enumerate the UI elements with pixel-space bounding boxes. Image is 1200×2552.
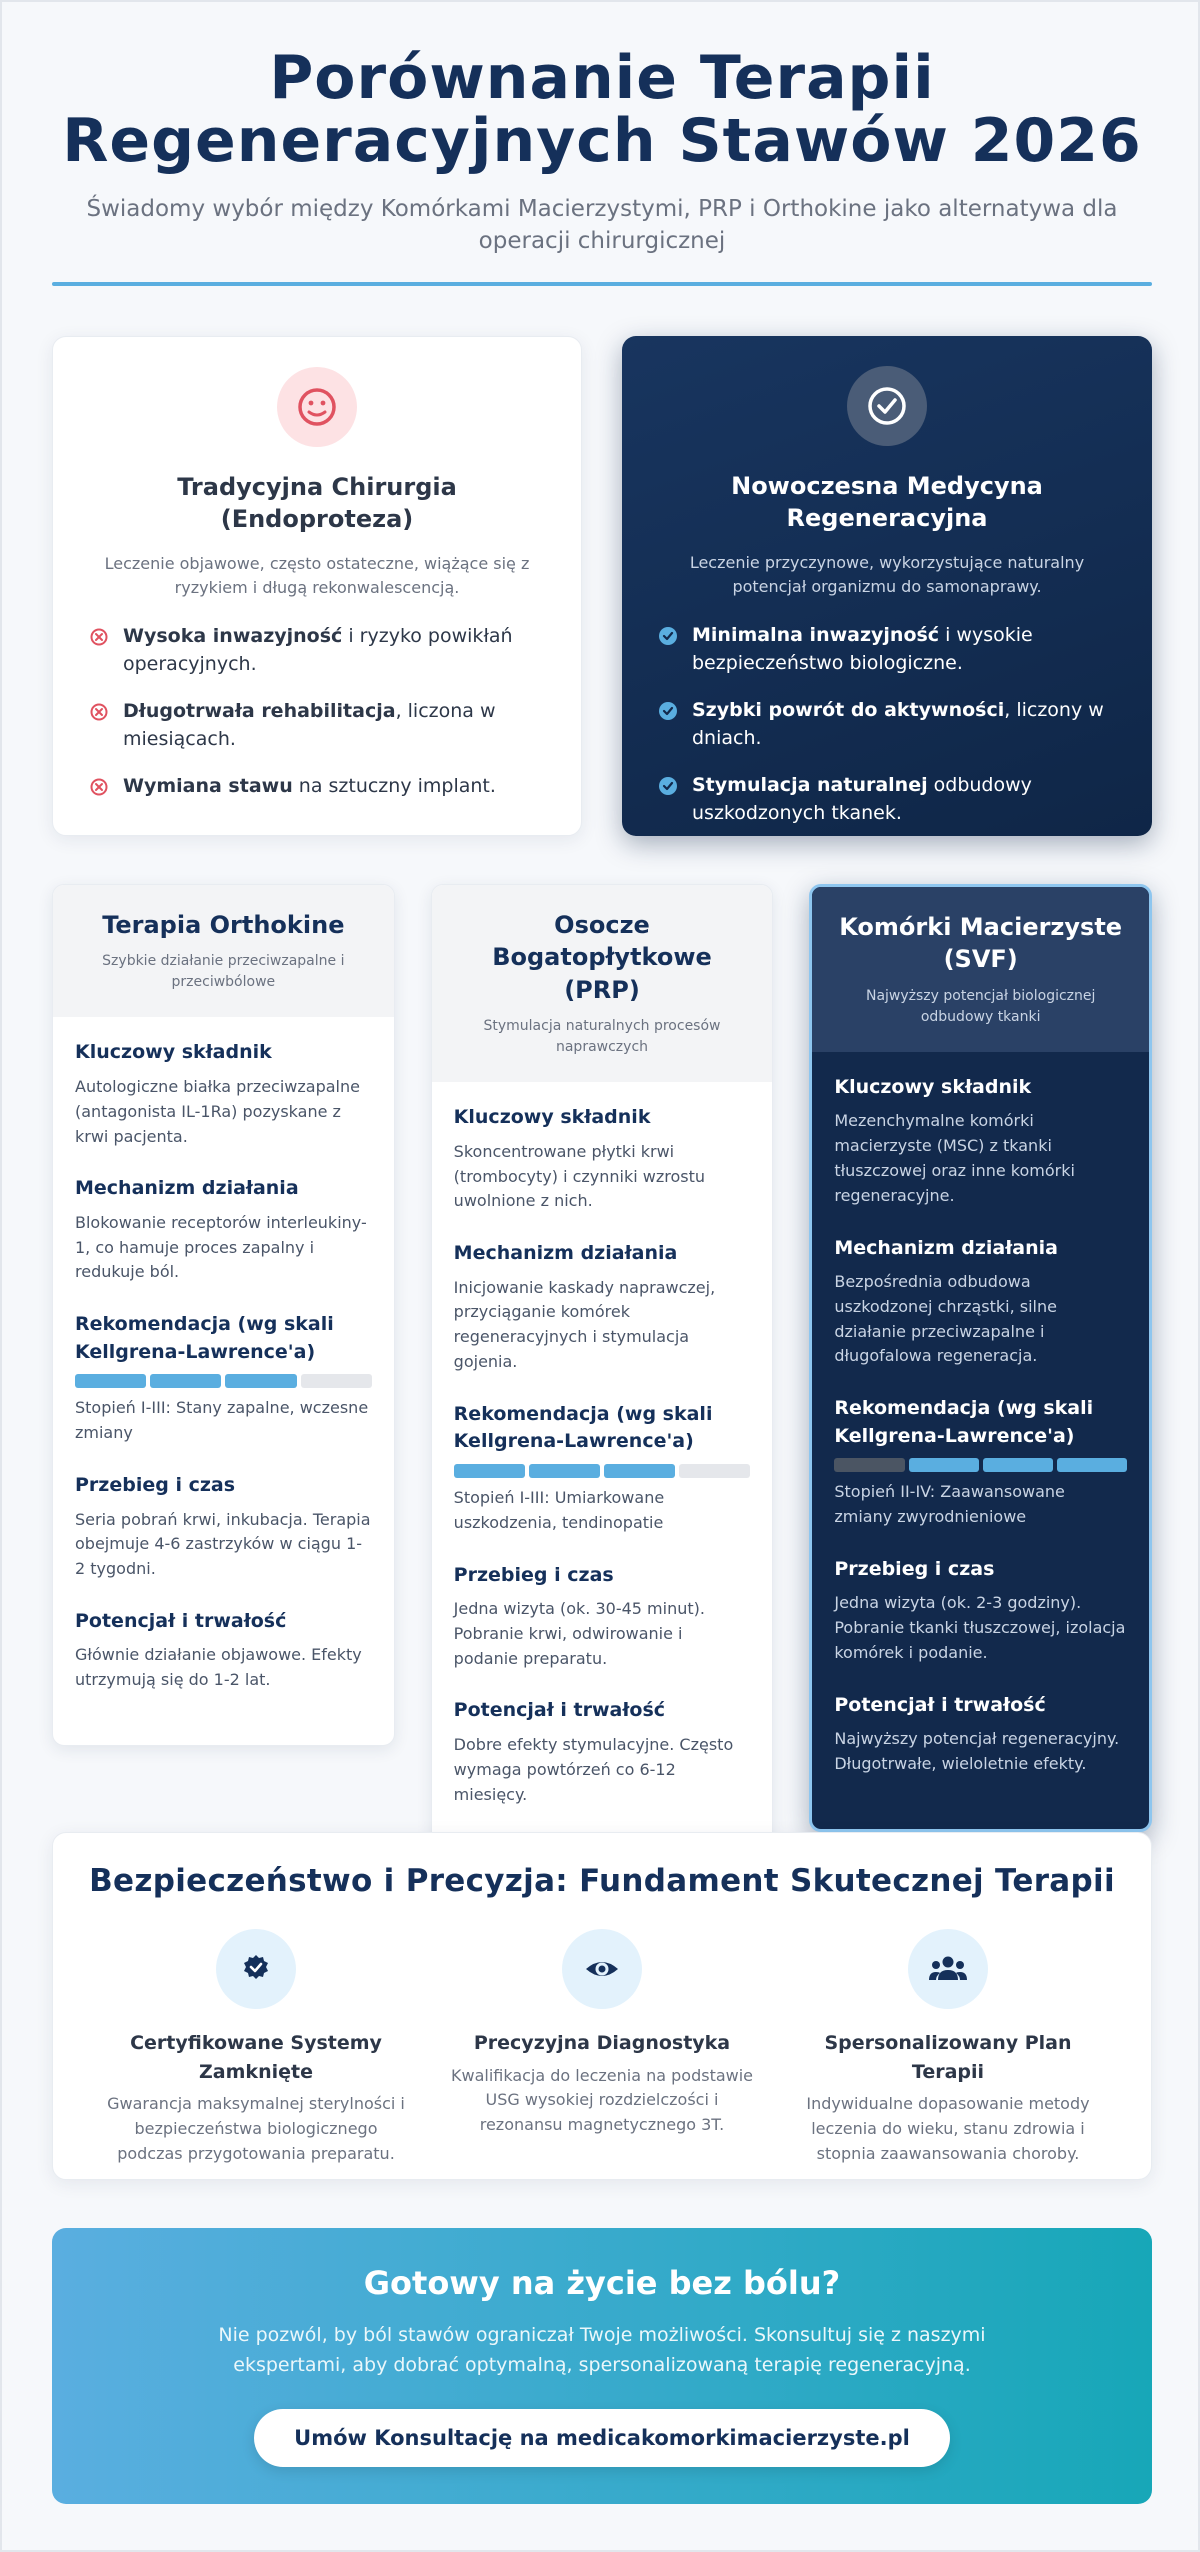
kl-scale-bar: [75, 1374, 372, 1388]
feature-text: Indywidualne dopasowanie metody leczenia do wieku, stanu zdrowia i stopnia zaawansowania choroby.: [806, 2094, 1090, 2163]
cta-text: Nie pozwól, by ból stawów ograniczał Twoje możliwości. Skonsultuj się z naszymi ekspertami, aby dobrać optymalną, spersonalizowaną terapię regeneracyjną.: [218, 2324, 986, 2377]
section-title: Potencjał i trwałość: [834, 1693, 1046, 1716]
section-text: Blokowanie receptorów interleukiny-1, co hamuje proces zapalny i redukuje ból.: [75, 1212, 367, 1282]
safety-section: [52, 1832, 1152, 2180]
section-title: Rekomendacja (wg skali Kellgrena-Lawrence'a): [834, 1397, 1094, 1447]
potential-section: [834, 1692, 1127, 1777]
list-item: [658, 771, 1116, 828]
therapy-card-stem-cells: [809, 884, 1152, 1832]
therapy-card-header: [812, 887, 1149, 1052]
modern-title: Nowoczesna Medycyna Regeneracyjna: [731, 472, 1043, 533]
kl-scale-bar: [454, 1464, 751, 1478]
modern-medicine-card: [622, 336, 1152, 836]
list-item: [89, 622, 545, 679]
kl-segment: [301, 1374, 372, 1388]
therapies-section: [52, 884, 1152, 1860]
x-circle-icon: [89, 627, 109, 647]
recommendation-section: [834, 1395, 1127, 1530]
page-subtitle: Świadomy wybór między Komórkami Macierzystymi, PRP i Orthokine jako alternatywa dla operacji chirurgicznej: [86, 196, 1118, 255]
feature-title: Spersonalizowany Plan Terapii: [824, 2032, 1072, 2083]
section-text: Inicjowanie kaskady naprawczej, przyciąganie komórek regeneracyjnych i stymulacja gojenia.: [453, 1277, 716, 1372]
potential-section: [454, 1697, 751, 1807]
section-title: Potencjał i trwałość: [453, 1699, 666, 1722]
section-title: Potencjał i trwałość: [75, 1609, 287, 1632]
section-text: Skoncentrowane płytki krwi (trombocyty) i czynniki wzrostu uwolnione z nich.: [453, 1141, 706, 1211]
kl-segment: [983, 1458, 1053, 1472]
sad-face-icon: [277, 367, 357, 447]
section-title: Przebieg i czas: [834, 1557, 995, 1580]
section-text: Bezpośrednia odbudowa uszkodzonej chrząstki, silne działanie przeciwzapalne i długofalowa regeneracja.: [834, 1272, 1057, 1366]
traditional-title: Tradycyjna Chirurgia (Endoproteza): [177, 473, 457, 534]
kl-segment: [909, 1458, 979, 1472]
kl-segment: [1057, 1458, 1127, 1472]
eye-icon: [562, 1929, 642, 2009]
cta-title: Gotowy na życie bez bólu?: [363, 2264, 841, 2302]
feature-text: Kwalifikacja do leczenia na podstawie USG wysokiej rozdzielczości i rezonansu magnetycznego 3T.: [450, 2065, 754, 2135]
kl-segment: [604, 1464, 675, 1478]
section-text: Mezenchymalne komórki macierzyste (MSC) z tkanki tłuszczowej oraz inne komórki regeneracyjne.: [834, 1111, 1075, 1205]
kl-segment: [834, 1458, 904, 1472]
list-item-bold: Wysoka inwazyjność: [123, 624, 343, 647]
section-text: Najwyższy potencjał regeneracyjny. Długotrwałe, wieloletnie efekty.: [834, 1729, 1120, 1774]
feature-text: Gwarancja maksymalnej sterylności i bezpieczeństwa biologicznego podczas przygotowania preparatu.: [107, 2094, 405, 2163]
section-title: Rekomendacja (wg skali Kellgrena-Lawrence'a): [75, 1313, 334, 1363]
list-item-bold: Szybki powrót do aktywności: [692, 698, 1005, 721]
kl-scale-bar: [834, 1458, 1127, 1472]
users-icon: [908, 1929, 988, 2009]
modern-list: [658, 621, 1116, 828]
therapy-subtitle: Szybkie działanie przeciwzapalne i przeciwbólowe: [102, 953, 345, 991]
kl-segment: [75, 1374, 146, 1388]
feature-certified-systems: [83, 1929, 429, 2166]
kl-segment: [150, 1374, 221, 1388]
mechanism-section: [834, 1235, 1127, 1370]
therapy-title: Osocze Bogatopłytkowe (PRP): [492, 911, 712, 1004]
list-item-bold: Stymulacja naturalnej: [692, 773, 928, 796]
safety-features: [83, 1929, 1121, 2166]
potential-section: [75, 1608, 372, 1693]
therapy-card-prp: [431, 884, 774, 1860]
section-title: Przebieg i czas: [453, 1563, 614, 1586]
kl-scale-caption: Stopień I-III: Umiarkowane uszkodzenia, tendinopatie: [453, 1487, 665, 1532]
therapy-title: Terapia Orthokine: [102, 911, 345, 939]
therapy-card-body: [53, 1017, 394, 1745]
mechanism-section: [75, 1175, 372, 1285]
section-title: Rekomendacja (wg skali Kellgrena-Lawrence'a): [453, 1402, 713, 1453]
section-text: Głównie działanie objawowe. Efekty utrzymują się do 1-2 lat.: [75, 1645, 362, 1690]
traditional-description: Leczenie objawowe, często ostateczne, wiążące się z ryzykiem i długą rekonwalescencją.: [104, 553, 530, 597]
kl-segment: [454, 1464, 525, 1478]
page-title: Porównanie Terapii Regeneracyjnych Stawów 2026: [62, 43, 1142, 176]
list-item: [89, 697, 545, 754]
section-title: Kluczowy składnik: [453, 1106, 651, 1129]
therapy-card-orthokine: [52, 884, 395, 1746]
section-title: Mechanizm działania: [453, 1242, 678, 1265]
kl-segment: [225, 1374, 296, 1388]
check-badge-icon: [658, 626, 678, 646]
therapy-card-body: [812, 1052, 1149, 1829]
kl-segment: [679, 1464, 750, 1478]
traditional-list: [89, 622, 545, 801]
kl-segment: [529, 1464, 600, 1478]
header-divider: [52, 282, 1152, 286]
recommendation-section: [454, 1401, 751, 1536]
kl-scale-caption: Stopień II-IV: Zaawansowane zmiany zwyrodnieniowe: [834, 1482, 1065, 1527]
list-item-text: i wysokie bezpieczeństwo biologiczne.: [692, 623, 1033, 675]
therapy-card-body: [432, 1082, 773, 1859]
check-badge-icon: [658, 701, 678, 721]
therapy-title: Komórki Macierzyste (SVF): [839, 913, 1123, 974]
page-header: [52, 43, 1152, 257]
section-text: Dobre efekty stymulacyjne. Często wymaga powtórzeń co 6-12 miesięcy.: [453, 1735, 734, 1804]
section-title: Kluczowy składnik: [834, 1075, 1032, 1098]
x-circle-icon: [89, 777, 109, 797]
check-badge-icon: [658, 776, 678, 796]
list-item: [658, 621, 1116, 678]
therapy-card-header: [53, 885, 394, 1017]
feature-title: Certyfikowane Systemy Zamknięte: [130, 2032, 382, 2083]
section-text: Autologiczne białka przeciwzapalne (antagonista IL-1Ra) pozyskane z krwi pacjenta.: [75, 1076, 360, 1146]
section-title: Kluczowy składnik: [75, 1041, 272, 1064]
feature-precise-diagnostics: [429, 1929, 775, 2166]
course-section: [454, 1562, 751, 1672]
list-item: [658, 696, 1116, 753]
list-item-text: odbudowy uszkodzonych tkanek.: [692, 773, 1032, 825]
section-text: Seria pobrań krwi, inkubacja. Terapia obejmuje 4-6 zastrzyków w ciągu 1-2 tygodni.: [75, 1509, 371, 1579]
comparison-section: [52, 336, 1152, 836]
list-item-bold: Długotrwała rehabilitacja: [123, 699, 396, 722]
consultation-button[interactable]: Umów Konsultację na medicakomorkimacierzyste.pl: [254, 2409, 950, 2467]
section-title: Przebieg i czas: [75, 1473, 236, 1496]
x-circle-icon: [89, 702, 109, 722]
traditional-surgery-card: [52, 336, 582, 836]
course-section: [834, 1556, 1127, 1666]
cta-section: [52, 2228, 1152, 2504]
course-section: [75, 1472, 372, 1582]
therapy-subtitle: Najwyższy potencjał biologicznej odbudowy tkanki: [865, 987, 1096, 1025]
feature-personalized-plan: [775, 1929, 1121, 2166]
kl-scale-caption: Stopień I-III: Stany zapalne, wczesne zmiany: [75, 1398, 369, 1443]
section-title: Mechanizm działania: [75, 1177, 299, 1200]
list-item-text: , liczony w dniach.: [692, 698, 1104, 750]
key-ingredient-section: [454, 1104, 751, 1214]
key-ingredient-section: [75, 1039, 372, 1149]
list-item-bold: Minimalna inwazyjność: [692, 623, 940, 646]
section-text: Jedna wizyta (ok. 30-45 minut). Pobranie krwi, odwirowanie i podanie preparatu.: [453, 1599, 705, 1668]
certificate-check-icon: [216, 1929, 296, 2009]
key-ingredient-section: [834, 1074, 1127, 1209]
therapy-card-header: [432, 885, 773, 1082]
safety-title: Bezpieczeństwo i Precyzja: Fundament Skutecznej Terapii: [89, 1863, 1115, 1899]
list-item-text: na sztuczny implant.: [292, 774, 496, 797]
list-item-text: i ryzyko powikłań operacyjnych.: [123, 624, 513, 676]
recommendation-section: [75, 1311, 372, 1446]
section-title: Mechanizm działania: [834, 1236, 1058, 1259]
list-item-text: , liczona w miesiącach.: [123, 699, 496, 751]
therapy-subtitle: Stymulacja naturalnych procesów naprawczych: [483, 1018, 721, 1056]
check-circle-icon: [847, 366, 927, 446]
modern-description: Leczenie przyczynowe, wykorzystujące naturalny potencjał organizmu do samonaprawy.: [689, 552, 1085, 596]
list-item-bold: Wymiana stawu: [123, 774, 293, 797]
mechanism-section: [454, 1240, 751, 1375]
feature-title: Precyzyjna Diagnostyka: [473, 2032, 731, 2054]
list-item: [89, 772, 545, 801]
section-text: Jedna wizyta (ok. 2-3 godziny). Pobranie tkanki tłuszczowej, izolacja komórek i podanie.: [834, 1593, 1126, 1663]
